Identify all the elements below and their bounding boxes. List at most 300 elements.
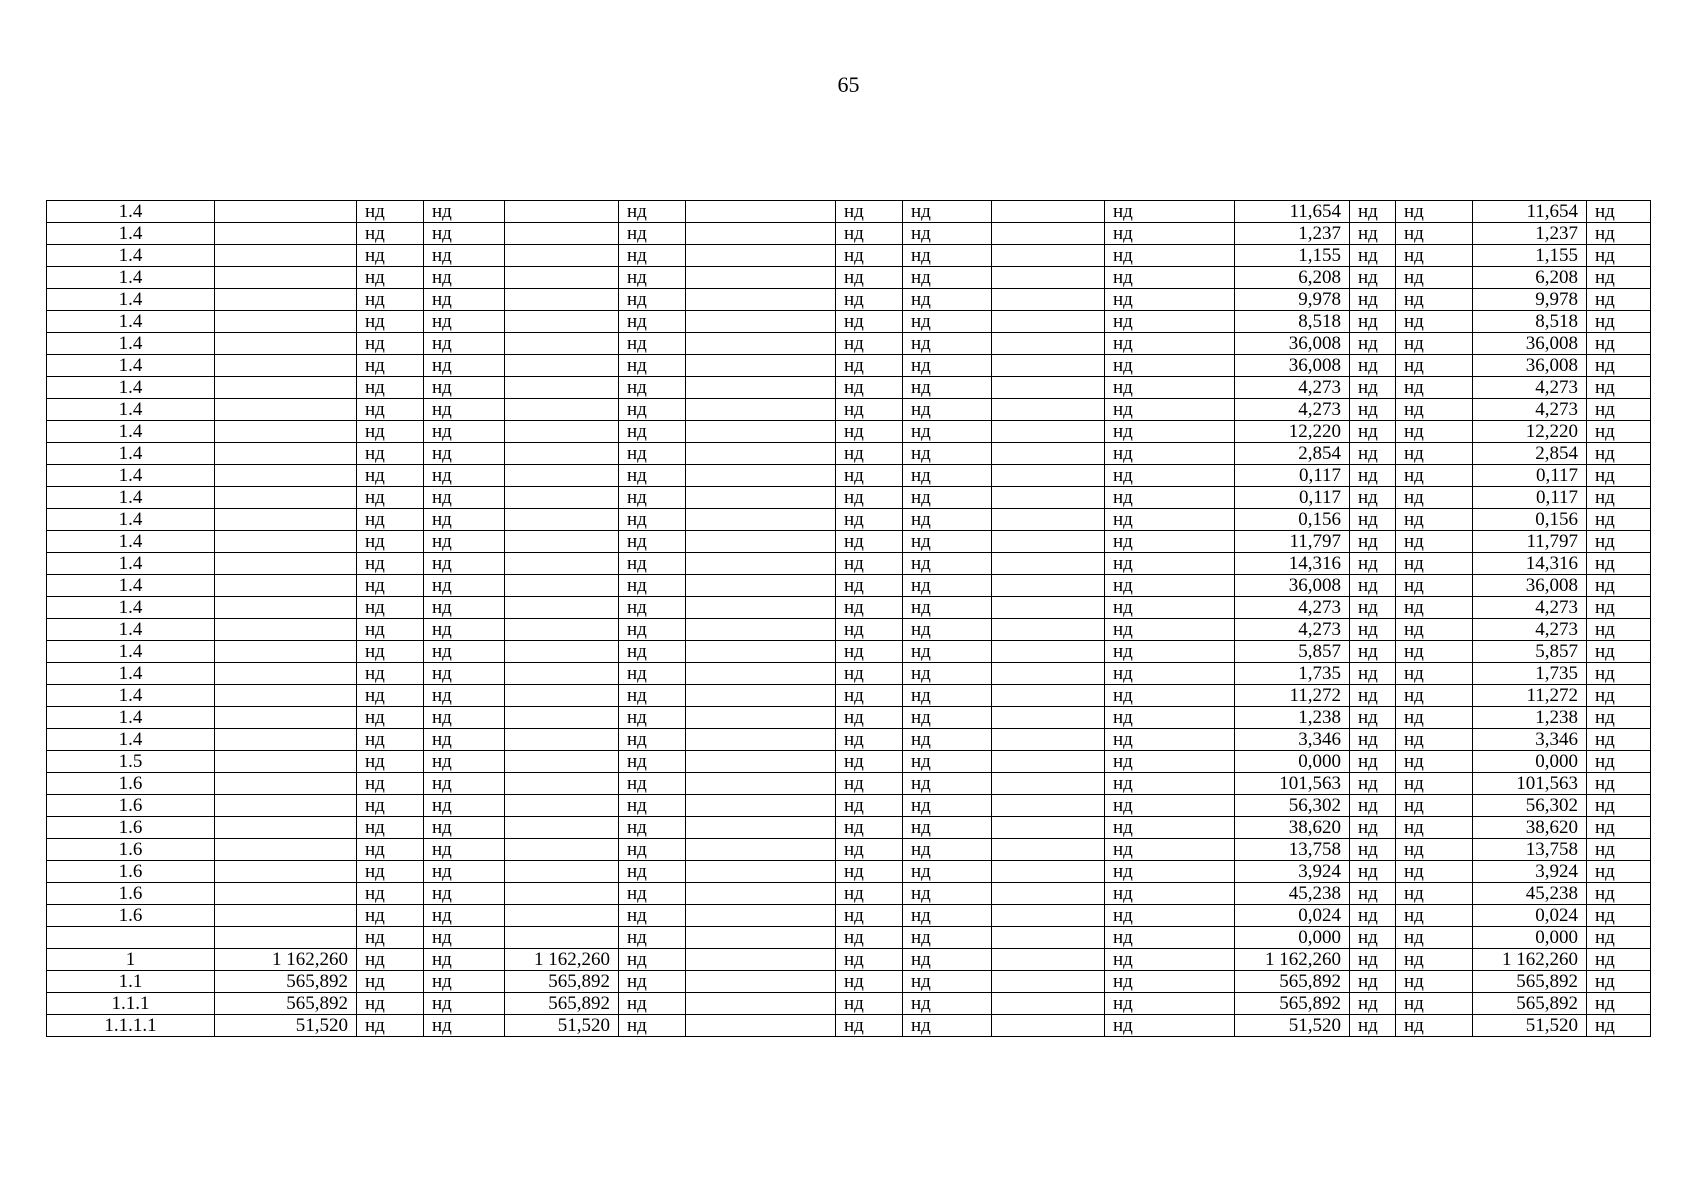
row-code-cell: 1.4 xyxy=(47,333,215,355)
value-cell-c5 xyxy=(505,553,619,575)
value-cell-c2 xyxy=(215,927,357,949)
value-cell-c12: 1 162,260 xyxy=(1235,949,1350,971)
empty-cell xyxy=(686,487,836,509)
nd-cell: нд xyxy=(1396,949,1473,971)
nd-cell: нд xyxy=(424,399,505,421)
nd-cell: нд xyxy=(619,465,686,487)
nd-cell: нд xyxy=(903,201,992,223)
empty-cell xyxy=(992,839,1105,861)
value-cell-c2 xyxy=(215,729,357,751)
nd-cell: нд xyxy=(903,773,992,795)
value-cell-c5 xyxy=(505,333,619,355)
nd-cell: нд xyxy=(424,795,505,817)
value-cell-c12: 101,563 xyxy=(1235,773,1350,795)
value-cell-c5 xyxy=(505,927,619,949)
nd-cell: нд xyxy=(619,201,686,223)
nd-cell: нд xyxy=(357,883,424,905)
table-row xyxy=(47,707,1651,729)
nd-cell: нд xyxy=(836,619,903,641)
empty-cell xyxy=(992,355,1105,377)
nd-cell: нд xyxy=(424,773,505,795)
nd-cell: нд xyxy=(1105,729,1235,751)
table-row xyxy=(47,553,1651,575)
table-row xyxy=(47,465,1651,487)
nd-cell: нд xyxy=(619,663,686,685)
nd-cell: нд xyxy=(357,509,424,531)
nd-cell: нд xyxy=(1587,355,1651,377)
nd-cell: нд xyxy=(1587,883,1651,905)
nd-cell: нд xyxy=(619,751,686,773)
empty-cell xyxy=(992,223,1105,245)
nd-cell: нд xyxy=(1350,927,1396,949)
nd-cell: нд xyxy=(619,707,686,729)
row-code-cell: 1.6 xyxy=(47,839,215,861)
value-cell-c12: 565,892 xyxy=(1235,993,1350,1015)
value-cell-c15: 14,316 xyxy=(1473,553,1587,575)
value-cell-c2 xyxy=(215,663,357,685)
value-cell-c2 xyxy=(215,333,357,355)
empty-cell xyxy=(992,597,1105,619)
row-code-cell: 1.4 xyxy=(47,377,215,399)
value-cell-c5 xyxy=(505,531,619,553)
empty-cell xyxy=(992,575,1105,597)
value-cell-c5 xyxy=(505,487,619,509)
value-cell-c15: 4,273 xyxy=(1473,377,1587,399)
nd-cell: нд xyxy=(357,729,424,751)
nd-cell: нд xyxy=(1105,201,1235,223)
nd-cell: нд xyxy=(836,861,903,883)
row-code-cell: 1.4 xyxy=(47,223,215,245)
empty-cell xyxy=(686,1015,836,1037)
nd-cell: нд xyxy=(903,751,992,773)
table-body xyxy=(47,201,1651,1037)
table-row xyxy=(47,487,1651,509)
nd-cell: нд xyxy=(1105,817,1235,839)
empty-cell xyxy=(992,289,1105,311)
empty-cell xyxy=(992,729,1105,751)
table-row xyxy=(47,751,1651,773)
value-cell-c12: 9,978 xyxy=(1235,289,1350,311)
value-cell-c2 xyxy=(215,443,357,465)
table-row xyxy=(47,289,1651,311)
value-cell-c15: 1 162,260 xyxy=(1473,949,1587,971)
nd-cell: нд xyxy=(1350,245,1396,267)
row-code-cell: 1.1.1 xyxy=(47,993,215,1015)
empty-cell xyxy=(992,465,1105,487)
row-code-cell: 1.6 xyxy=(47,817,215,839)
nd-cell: нд xyxy=(357,773,424,795)
value-cell-c12: 0,000 xyxy=(1235,927,1350,949)
value-cell-c15: 1,238 xyxy=(1473,707,1587,729)
nd-cell: нд xyxy=(1396,575,1473,597)
nd-cell: нд xyxy=(1587,465,1651,487)
nd-cell: нд xyxy=(1350,377,1396,399)
nd-cell: нд xyxy=(1105,883,1235,905)
nd-cell: нд xyxy=(619,267,686,289)
value-cell-c15: 12,220 xyxy=(1473,421,1587,443)
value-cell-c12: 4,273 xyxy=(1235,619,1350,641)
nd-cell: нд xyxy=(903,289,992,311)
row-code-cell: 1.4 xyxy=(47,531,215,553)
table-row xyxy=(47,421,1651,443)
value-cell-c12: 1,238 xyxy=(1235,707,1350,729)
nd-cell: нд xyxy=(424,641,505,663)
nd-cell: нд xyxy=(1105,597,1235,619)
value-cell-c2 xyxy=(215,575,357,597)
value-cell-c2 xyxy=(215,465,357,487)
nd-cell: нд xyxy=(836,839,903,861)
nd-cell: нд xyxy=(619,685,686,707)
nd-cell: нд xyxy=(357,421,424,443)
empty-cell xyxy=(992,553,1105,575)
row-code-cell: 1.4 xyxy=(47,641,215,663)
value-cell-c15: 36,008 xyxy=(1473,333,1587,355)
table-row xyxy=(47,311,1651,333)
nd-cell: нд xyxy=(903,267,992,289)
value-cell-c15: 11,797 xyxy=(1473,531,1587,553)
value-cell-c2 xyxy=(215,773,357,795)
nd-cell: нд xyxy=(903,817,992,839)
nd-cell: нд xyxy=(1350,839,1396,861)
nd-cell: нд xyxy=(836,201,903,223)
empty-cell xyxy=(686,597,836,619)
value-cell-c5 xyxy=(505,267,619,289)
table-row xyxy=(47,201,1651,223)
value-cell-c2 xyxy=(215,883,357,905)
nd-cell: нд xyxy=(903,861,992,883)
nd-cell: нд xyxy=(1396,399,1473,421)
value-cell-c15: 101,563 xyxy=(1473,773,1587,795)
nd-cell: нд xyxy=(1396,443,1473,465)
nd-cell: нд xyxy=(903,399,992,421)
nd-cell: нд xyxy=(1105,751,1235,773)
empty-cell xyxy=(992,949,1105,971)
nd-cell: нд xyxy=(619,245,686,267)
empty-cell xyxy=(686,443,836,465)
nd-cell: нд xyxy=(903,839,992,861)
table-row xyxy=(47,641,1651,663)
nd-cell: нд xyxy=(357,355,424,377)
nd-cell: нд xyxy=(903,553,992,575)
nd-cell: нд xyxy=(1105,861,1235,883)
nd-cell: нд xyxy=(357,1015,424,1037)
nd-cell: нд xyxy=(836,685,903,707)
nd-cell: нд xyxy=(1396,619,1473,641)
table-row xyxy=(47,883,1651,905)
empty-cell xyxy=(686,377,836,399)
nd-cell: нд xyxy=(1350,993,1396,1015)
row-code-cell: 1.4 xyxy=(47,201,215,223)
value-cell-c5: 1 162,260 xyxy=(505,949,619,971)
empty-cell xyxy=(686,289,836,311)
row-code-cell: 1.6 xyxy=(47,883,215,905)
nd-cell: нд xyxy=(1587,553,1651,575)
nd-cell: нд xyxy=(1105,245,1235,267)
value-cell-c12: 0,024 xyxy=(1235,905,1350,927)
value-cell-c15: 5,857 xyxy=(1473,641,1587,663)
value-cell-c2: 565,892 xyxy=(215,993,357,1015)
nd-cell: нд xyxy=(1350,575,1396,597)
nd-cell: нд xyxy=(1350,487,1396,509)
nd-cell: нд xyxy=(1587,619,1651,641)
empty-cell xyxy=(686,465,836,487)
nd-cell: нд xyxy=(836,487,903,509)
empty-cell xyxy=(992,399,1105,421)
nd-cell: нд xyxy=(424,443,505,465)
table-row xyxy=(47,1015,1651,1037)
nd-cell: нд xyxy=(424,971,505,993)
value-cell-c2 xyxy=(215,817,357,839)
empty-cell xyxy=(686,575,836,597)
nd-cell: нд xyxy=(424,905,505,927)
row-code-cell: 1.4 xyxy=(47,245,215,267)
empty-cell xyxy=(992,421,1105,443)
value-cell-c12: 11,272 xyxy=(1235,685,1350,707)
nd-cell: нд xyxy=(1105,465,1235,487)
nd-cell: нд xyxy=(1587,531,1651,553)
row-code-cell: 1.1 xyxy=(47,971,215,993)
empty-cell xyxy=(686,531,836,553)
table-row xyxy=(47,531,1651,553)
nd-cell: нд xyxy=(903,597,992,619)
nd-cell: нд xyxy=(357,663,424,685)
nd-cell: нд xyxy=(424,839,505,861)
table-row xyxy=(47,685,1651,707)
nd-cell: нд xyxy=(903,949,992,971)
row-code-cell: 1.4 xyxy=(47,465,215,487)
empty-cell xyxy=(992,641,1105,663)
empty-cell xyxy=(992,795,1105,817)
nd-cell: нд xyxy=(424,311,505,333)
value-cell-c12: 3,924 xyxy=(1235,861,1350,883)
value-cell-c12: 3,346 xyxy=(1235,729,1350,751)
value-cell-c2 xyxy=(215,245,357,267)
nd-cell: нд xyxy=(836,421,903,443)
nd-cell: нд xyxy=(1396,663,1473,685)
value-cell-c2: 1 162,260 xyxy=(215,949,357,971)
value-cell-c2 xyxy=(215,377,357,399)
nd-cell: нд xyxy=(1587,1015,1651,1037)
nd-cell: нд xyxy=(903,883,992,905)
empty-cell xyxy=(992,245,1105,267)
nd-cell: нд xyxy=(619,883,686,905)
nd-cell: нд xyxy=(1350,861,1396,883)
nd-cell: нд xyxy=(836,1015,903,1037)
nd-cell: нд xyxy=(836,707,903,729)
value-cell-c5 xyxy=(505,663,619,685)
nd-cell: нд xyxy=(836,531,903,553)
nd-cell: нд xyxy=(1105,333,1235,355)
value-cell-c15: 45,238 xyxy=(1473,883,1587,905)
table-row xyxy=(47,399,1651,421)
nd-cell: нд xyxy=(1587,223,1651,245)
value-cell-c5 xyxy=(505,883,619,905)
nd-cell: нд xyxy=(836,729,903,751)
nd-cell: нд xyxy=(619,553,686,575)
nd-cell: нд xyxy=(1396,421,1473,443)
nd-cell: нд xyxy=(1396,971,1473,993)
nd-cell: нд xyxy=(1587,289,1651,311)
value-cell-c15: 3,924 xyxy=(1473,861,1587,883)
nd-cell: нд xyxy=(1587,245,1651,267)
table-row xyxy=(47,377,1651,399)
row-code-cell: 1.4 xyxy=(47,421,215,443)
nd-cell: нд xyxy=(836,663,903,685)
nd-cell: нд xyxy=(903,685,992,707)
nd-cell: нд xyxy=(1105,509,1235,531)
nd-cell: нд xyxy=(424,465,505,487)
nd-cell: нд xyxy=(1105,619,1235,641)
value-cell-c12: 38,620 xyxy=(1235,817,1350,839)
nd-cell: нд xyxy=(424,729,505,751)
empty-cell xyxy=(686,795,836,817)
row-code-cell: 1.4 xyxy=(47,399,215,421)
nd-cell: нд xyxy=(836,399,903,421)
empty-cell xyxy=(992,773,1105,795)
empty-cell xyxy=(992,707,1105,729)
row-code-cell: 1.4 xyxy=(47,355,215,377)
nd-cell: нд xyxy=(424,377,505,399)
empty-cell xyxy=(686,729,836,751)
nd-cell: нд xyxy=(1396,795,1473,817)
nd-cell: нд xyxy=(836,223,903,245)
nd-cell: нд xyxy=(424,531,505,553)
empty-cell xyxy=(686,707,836,729)
value-cell-c12: 12,220 xyxy=(1235,421,1350,443)
empty-cell xyxy=(686,267,836,289)
nd-cell: нд xyxy=(424,355,505,377)
value-cell-c12: 5,857 xyxy=(1235,641,1350,663)
nd-cell: нд xyxy=(1396,201,1473,223)
nd-cell: нд xyxy=(1350,795,1396,817)
value-cell-c15: 11,272 xyxy=(1473,685,1587,707)
value-cell-c2 xyxy=(215,795,357,817)
value-cell-c2 xyxy=(215,289,357,311)
row-code-cell: 1.5 xyxy=(47,751,215,773)
nd-cell: нд xyxy=(619,399,686,421)
value-cell-c5 xyxy=(505,421,619,443)
nd-cell: нд xyxy=(619,641,686,663)
empty-cell xyxy=(686,773,836,795)
nd-cell: нд xyxy=(836,905,903,927)
table-row xyxy=(47,971,1651,993)
row-code-cell: 1.4 xyxy=(47,575,215,597)
row-code-cell: 1.4 xyxy=(47,267,215,289)
value-cell-c5: 565,892 xyxy=(505,971,619,993)
nd-cell: нд xyxy=(1396,531,1473,553)
value-cell-c12: 13,758 xyxy=(1235,839,1350,861)
nd-cell: нд xyxy=(1587,839,1651,861)
value-cell-c12: 51,520 xyxy=(1235,1015,1350,1037)
nd-cell: нд xyxy=(1105,993,1235,1015)
table-row xyxy=(47,333,1651,355)
nd-cell: нд xyxy=(1587,333,1651,355)
nd-cell: нд xyxy=(1396,861,1473,883)
nd-cell: нд xyxy=(1396,245,1473,267)
nd-cell: нд xyxy=(903,927,992,949)
nd-cell: нд xyxy=(424,597,505,619)
value-cell-c2 xyxy=(215,861,357,883)
value-cell-c15: 11,654 xyxy=(1473,201,1587,223)
row-code-cell: 1.6 xyxy=(47,905,215,927)
value-cell-c15: 56,302 xyxy=(1473,795,1587,817)
nd-cell: нд xyxy=(357,641,424,663)
row-code-cell: 1.4 xyxy=(47,707,215,729)
empty-cell xyxy=(686,751,836,773)
nd-cell: нд xyxy=(357,443,424,465)
nd-cell: нд xyxy=(903,377,992,399)
nd-cell: нд xyxy=(903,575,992,597)
nd-cell: нд xyxy=(903,421,992,443)
nd-cell: нд xyxy=(903,443,992,465)
value-cell-c5 xyxy=(505,619,619,641)
value-cell-c2 xyxy=(215,685,357,707)
value-cell-c12: 4,273 xyxy=(1235,399,1350,421)
nd-cell: нд xyxy=(1350,311,1396,333)
row-code-cell: 1.4 xyxy=(47,597,215,619)
nd-cell: нд xyxy=(357,531,424,553)
value-cell-c15: 2,854 xyxy=(1473,443,1587,465)
empty-cell xyxy=(992,663,1105,685)
row-code-cell xyxy=(47,927,215,949)
nd-cell: нд xyxy=(1587,861,1651,883)
value-cell-c15: 6,208 xyxy=(1473,267,1587,289)
value-cell-c12: 36,008 xyxy=(1235,355,1350,377)
nd-cell: нд xyxy=(1396,311,1473,333)
nd-cell: нд xyxy=(1350,751,1396,773)
table-row xyxy=(47,795,1651,817)
value-cell-c12: 45,238 xyxy=(1235,883,1350,905)
nd-cell: нд xyxy=(1105,971,1235,993)
nd-cell: нд xyxy=(424,289,505,311)
nd-cell: нд xyxy=(424,553,505,575)
empty-cell xyxy=(992,487,1105,509)
nd-cell: нд xyxy=(903,641,992,663)
nd-cell: нд xyxy=(1105,663,1235,685)
nd-cell: нд xyxy=(424,707,505,729)
value-cell-c5 xyxy=(505,817,619,839)
value-cell-c5 xyxy=(505,707,619,729)
nd-cell: нд xyxy=(1396,597,1473,619)
nd-cell: нд xyxy=(1396,1015,1473,1037)
nd-cell: нд xyxy=(903,729,992,751)
empty-cell xyxy=(992,883,1105,905)
value-cell-c15: 4,273 xyxy=(1473,619,1587,641)
nd-cell: нд xyxy=(836,377,903,399)
nd-cell: нд xyxy=(1105,707,1235,729)
nd-cell: нд xyxy=(903,619,992,641)
nd-cell: нд xyxy=(1587,817,1651,839)
empty-cell xyxy=(686,905,836,927)
nd-cell: нд xyxy=(619,817,686,839)
nd-cell: нд xyxy=(424,927,505,949)
nd-cell: нд xyxy=(1350,333,1396,355)
nd-cell: нд xyxy=(1396,883,1473,905)
value-cell-c5 xyxy=(505,311,619,333)
nd-cell: нд xyxy=(1587,443,1651,465)
nd-cell: нд xyxy=(619,421,686,443)
value-cell-c5 xyxy=(505,861,619,883)
value-cell-c12: 565,892 xyxy=(1235,971,1350,993)
value-cell-c2 xyxy=(215,421,357,443)
nd-cell: нд xyxy=(1350,619,1396,641)
nd-cell: нд xyxy=(1350,641,1396,663)
nd-cell: нд xyxy=(357,399,424,421)
nd-cell: нд xyxy=(619,1015,686,1037)
nd-cell: нд xyxy=(357,949,424,971)
nd-cell: нд xyxy=(357,619,424,641)
nd-cell: нд xyxy=(1587,377,1651,399)
